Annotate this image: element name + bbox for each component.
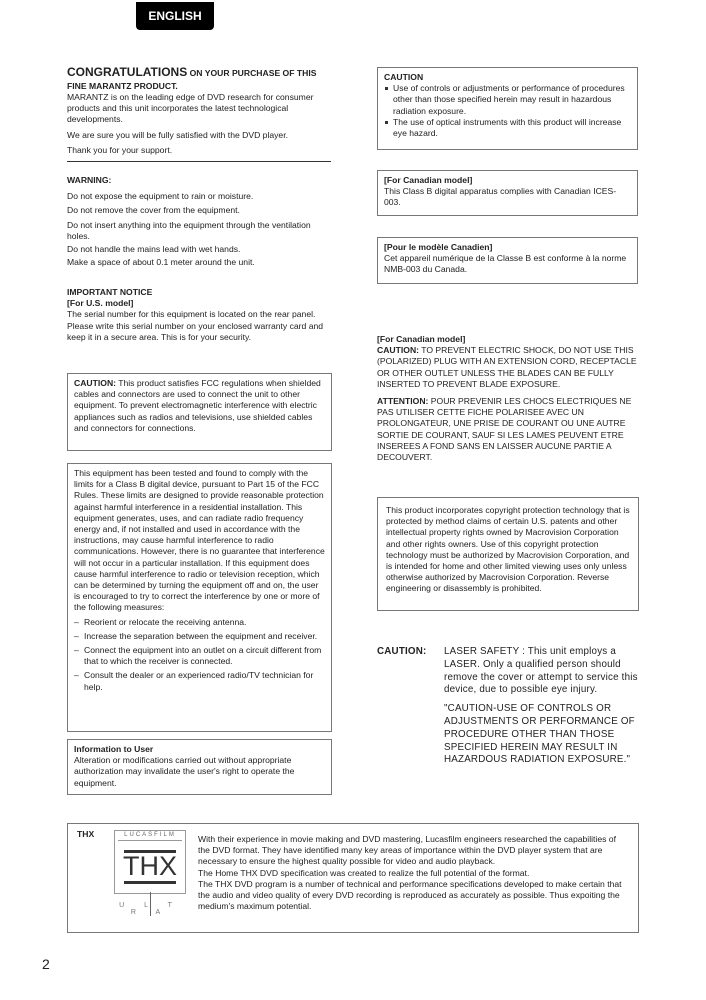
plug-title: [For Canadian model] (377, 334, 466, 344)
section-divider (67, 161, 331, 162)
measure-item: – Increase the separation between the equipment and receiver. (74, 631, 325, 642)
laser-caution-title: CAUTION (384, 72, 424, 82)
congrats-paragraph: MARANTZ is on the leading edge of DVD research for consumer products and this unit incorporates the latest technological developments. (67, 92, 314, 125)
notice-subtitle: [For U.S. model] (67, 298, 134, 309)
plug-caution-label: CAUTION: (377, 345, 420, 356)
fcc-caution-box (67, 373, 332, 451)
laser-safety-text (444, 646, 644, 767)
thx-logo-top: LUCASFILM (124, 832, 176, 838)
thx-logo-bar-bottom (124, 881, 176, 884)
language-label: ENGLISH (148, 9, 202, 23)
notice-body: The serial number for this equipment is located on the rear panel. Please write this serial number on your enclosed warranty card and keep it in a secure area. This is for your security. (67, 309, 324, 342)
canadian-fr-title: [Pour le modèle Canadien] (384, 242, 493, 252)
info-user-body: Alteration or modifications carried out without appropriate authorization may invalidate the user's right to operate the equipment. (74, 755, 295, 788)
thx-text (198, 834, 628, 912)
page-number: 2 (42, 956, 50, 972)
laser-caution-box (377, 67, 638, 150)
fcc-measures-list (74, 617, 325, 693)
canadian-body: This Class B digital apparatus complies with Canadian ICES-003. (384, 186, 617, 208)
macrovision-box (377, 497, 639, 611)
thx-p3: The THX DVD program is a number of technical and performance specifications developed to make certain that the audio and video quality of every DVD recording is reproduced as accurately as possible. Thus expoiting the medium's maximum potential. (198, 878, 622, 912)
congratulations-section (67, 66, 332, 156)
congrats-satisfied: We are sure you will be fully satisfied with the DVD player. (67, 129, 288, 140)
canadian-model-box (377, 170, 638, 216)
fcc-rules-box (67, 463, 332, 732)
thx-logo-rule (118, 840, 182, 841)
warning-item: Do not handle the mains lead with wet hands. (67, 244, 241, 255)
congrats-title-big: CONGRATULATIONS (67, 65, 188, 79)
canadian-french-box (377, 237, 638, 284)
fcc-caution-body: This product satisfies FCC regulations when shielded cables and connectors are used to connect the unit to other equipment. To prevent electromagnetic interference with electric appliances such as radios and televisions, use shielded cables and connectors for connections. (74, 378, 321, 433)
congrats-title-line2: FINE MARANTZ PRODUCT. (67, 81, 178, 91)
plug-caution-body: TO PREVENT ELECTRIC SHOCK, DO NOT USE THIS (POLARIZED) PLUG WITH AN EXTENSION CORD, RECEPTACLE OR OTHER OUTLET UNLESS THE BLADES CAN BE FULLY INSERTED TO PREVENT BLADE EXPOSURE. (377, 345, 637, 389)
macrovision-body: This product incorporates copyright protection technology that is protected by method claims of certain U.S. patents and other intellectual property rights owned by Macrovision Corporation and other rights owners. Use of this copyright protection technology must be authorized by Macrovision Corporation, and is intended for home and other limited viewing uses only unless otherwise authorized by Macrovision Corporation. Reverse engineering or disassembly is prohibited. (386, 505, 630, 594)
notice-title: IMPORTANT NOTICE (67, 287, 153, 297)
thx-logo (114, 830, 186, 920)
thx-logo-main: THX (123, 851, 177, 881)
laser-caution-list (384, 83, 631, 139)
plug-attention-label: ATTENTION: (377, 396, 429, 407)
warning-item: Do not expose the equipment to rain or moisture. (67, 191, 254, 202)
warning-item: Do not remove the cover from the equipment. (67, 205, 240, 216)
thx-logo-bottom: U L T R A (119, 902, 181, 916)
congrats-heading (67, 66, 332, 92)
info-user-title: Information to User (74, 744, 154, 754)
canadian-title: [For Canadian model] (384, 175, 473, 185)
warning-item: Make a space of about 0.1 meter around the unit. (67, 257, 255, 268)
measure-item: – Reorient or relocate the receiving antenna. (74, 617, 325, 628)
congrats-thanks: Thank you for your support. (67, 144, 173, 155)
laser-safety-label: CAUTION: (377, 646, 427, 657)
thx-label: THX (77, 829, 95, 839)
measure-item: – Connect the equipment into an outlet on a circuit different from that to which the receiver is connected. (74, 645, 325, 667)
thx-p1: With their experience in movie making and DVD mastering, Lucasfilm engineers researched the capabilities of the DVD format. They have identified many key areas of importance within the DVD player system that are necessary to ensure the highest quality possible for video and audio playback. (198, 834, 616, 867)
fcc-caution-label: CAUTION: (74, 378, 117, 388)
measure-item: – Consult the dealer or an experienced radio/TV technician for help. (74, 670, 325, 692)
canadian-plug-section (377, 334, 645, 463)
important-notice-section (67, 287, 335, 343)
laser-caution-item: The use of optical instruments with this product will increase eye hazard. (384, 117, 631, 139)
laser-safety-p2: "CAUTION-USE OF CONTROLS OR ADJUSTMENTS OR PERFORMANCE OF PROCEDURE OTHER THAN THOSE SPECIFIED HEREIN MAY RESULT IN HAZARDOUS RADIATION EXPOSURE." (444, 703, 635, 766)
fcc-rules-body: This equipment has been tested and found to comply with the limits for a Class B digital device, pursuant to Part 15 of the FCC Rules. These limits are designed to provide reasonable protection against harmful interference in a residential installation. This equipment generates, uses, and can radiate radio frequency energy and, if not installed and used in accordance with the instructions, may cause harmful interference to radio communications. However, there is no guarantee that interference will not occur in a particular installation. If this equipment does cause harmful interference to radio or television reception, which can be determined by turning the equipment off and on, the user is encouraged to try to correct the interference by one or more of the following measures: (74, 468, 325, 613)
info-to-user-box (67, 739, 332, 795)
canadian-fr-body: Cet appareil numérique de la Classe B est conforme à la norme NMB-003 du Canada. (384, 253, 627, 275)
warning-section (67, 175, 335, 268)
warning-title: WARNING: (67, 175, 112, 185)
thx-p2: The Home THX DVD specification was created to realize the full potential of the format. (198, 867, 530, 878)
laser-caution-item: Use of controls or adjustments or performance of procedures other than those specified herein may result in hazardous radiation exposure. (384, 83, 631, 117)
warning-item: Do not insert anything into the equipment through the ventilation holes. (67, 219, 311, 241)
congrats-title-rest: ON YOUR PURCHASE OF THIS (187, 68, 317, 78)
language-tab (136, 2, 214, 30)
laser-safety-p1: LASER SAFETY : This unit employs a LASER. Only a qualified person should remove the cover or attempt to service this device, due to possible eye injury. (444, 646, 638, 696)
plug-attention-body: POUR PREVENIR LES CHOCS ELECTRIQUES NE PAS UTILISER CETTE FICHE POLARISEE AVEC UN PROLONGATEUR, UNE PRISE DE COURANT OU UNE AUTRE SORTIE DE COURANT, SAUF SI LES LAMES PEUVENT ETRE INSEREES A FOND SANS EN LAISSER AUCUNE PARTIE A DECOUVERT. (377, 396, 632, 463)
